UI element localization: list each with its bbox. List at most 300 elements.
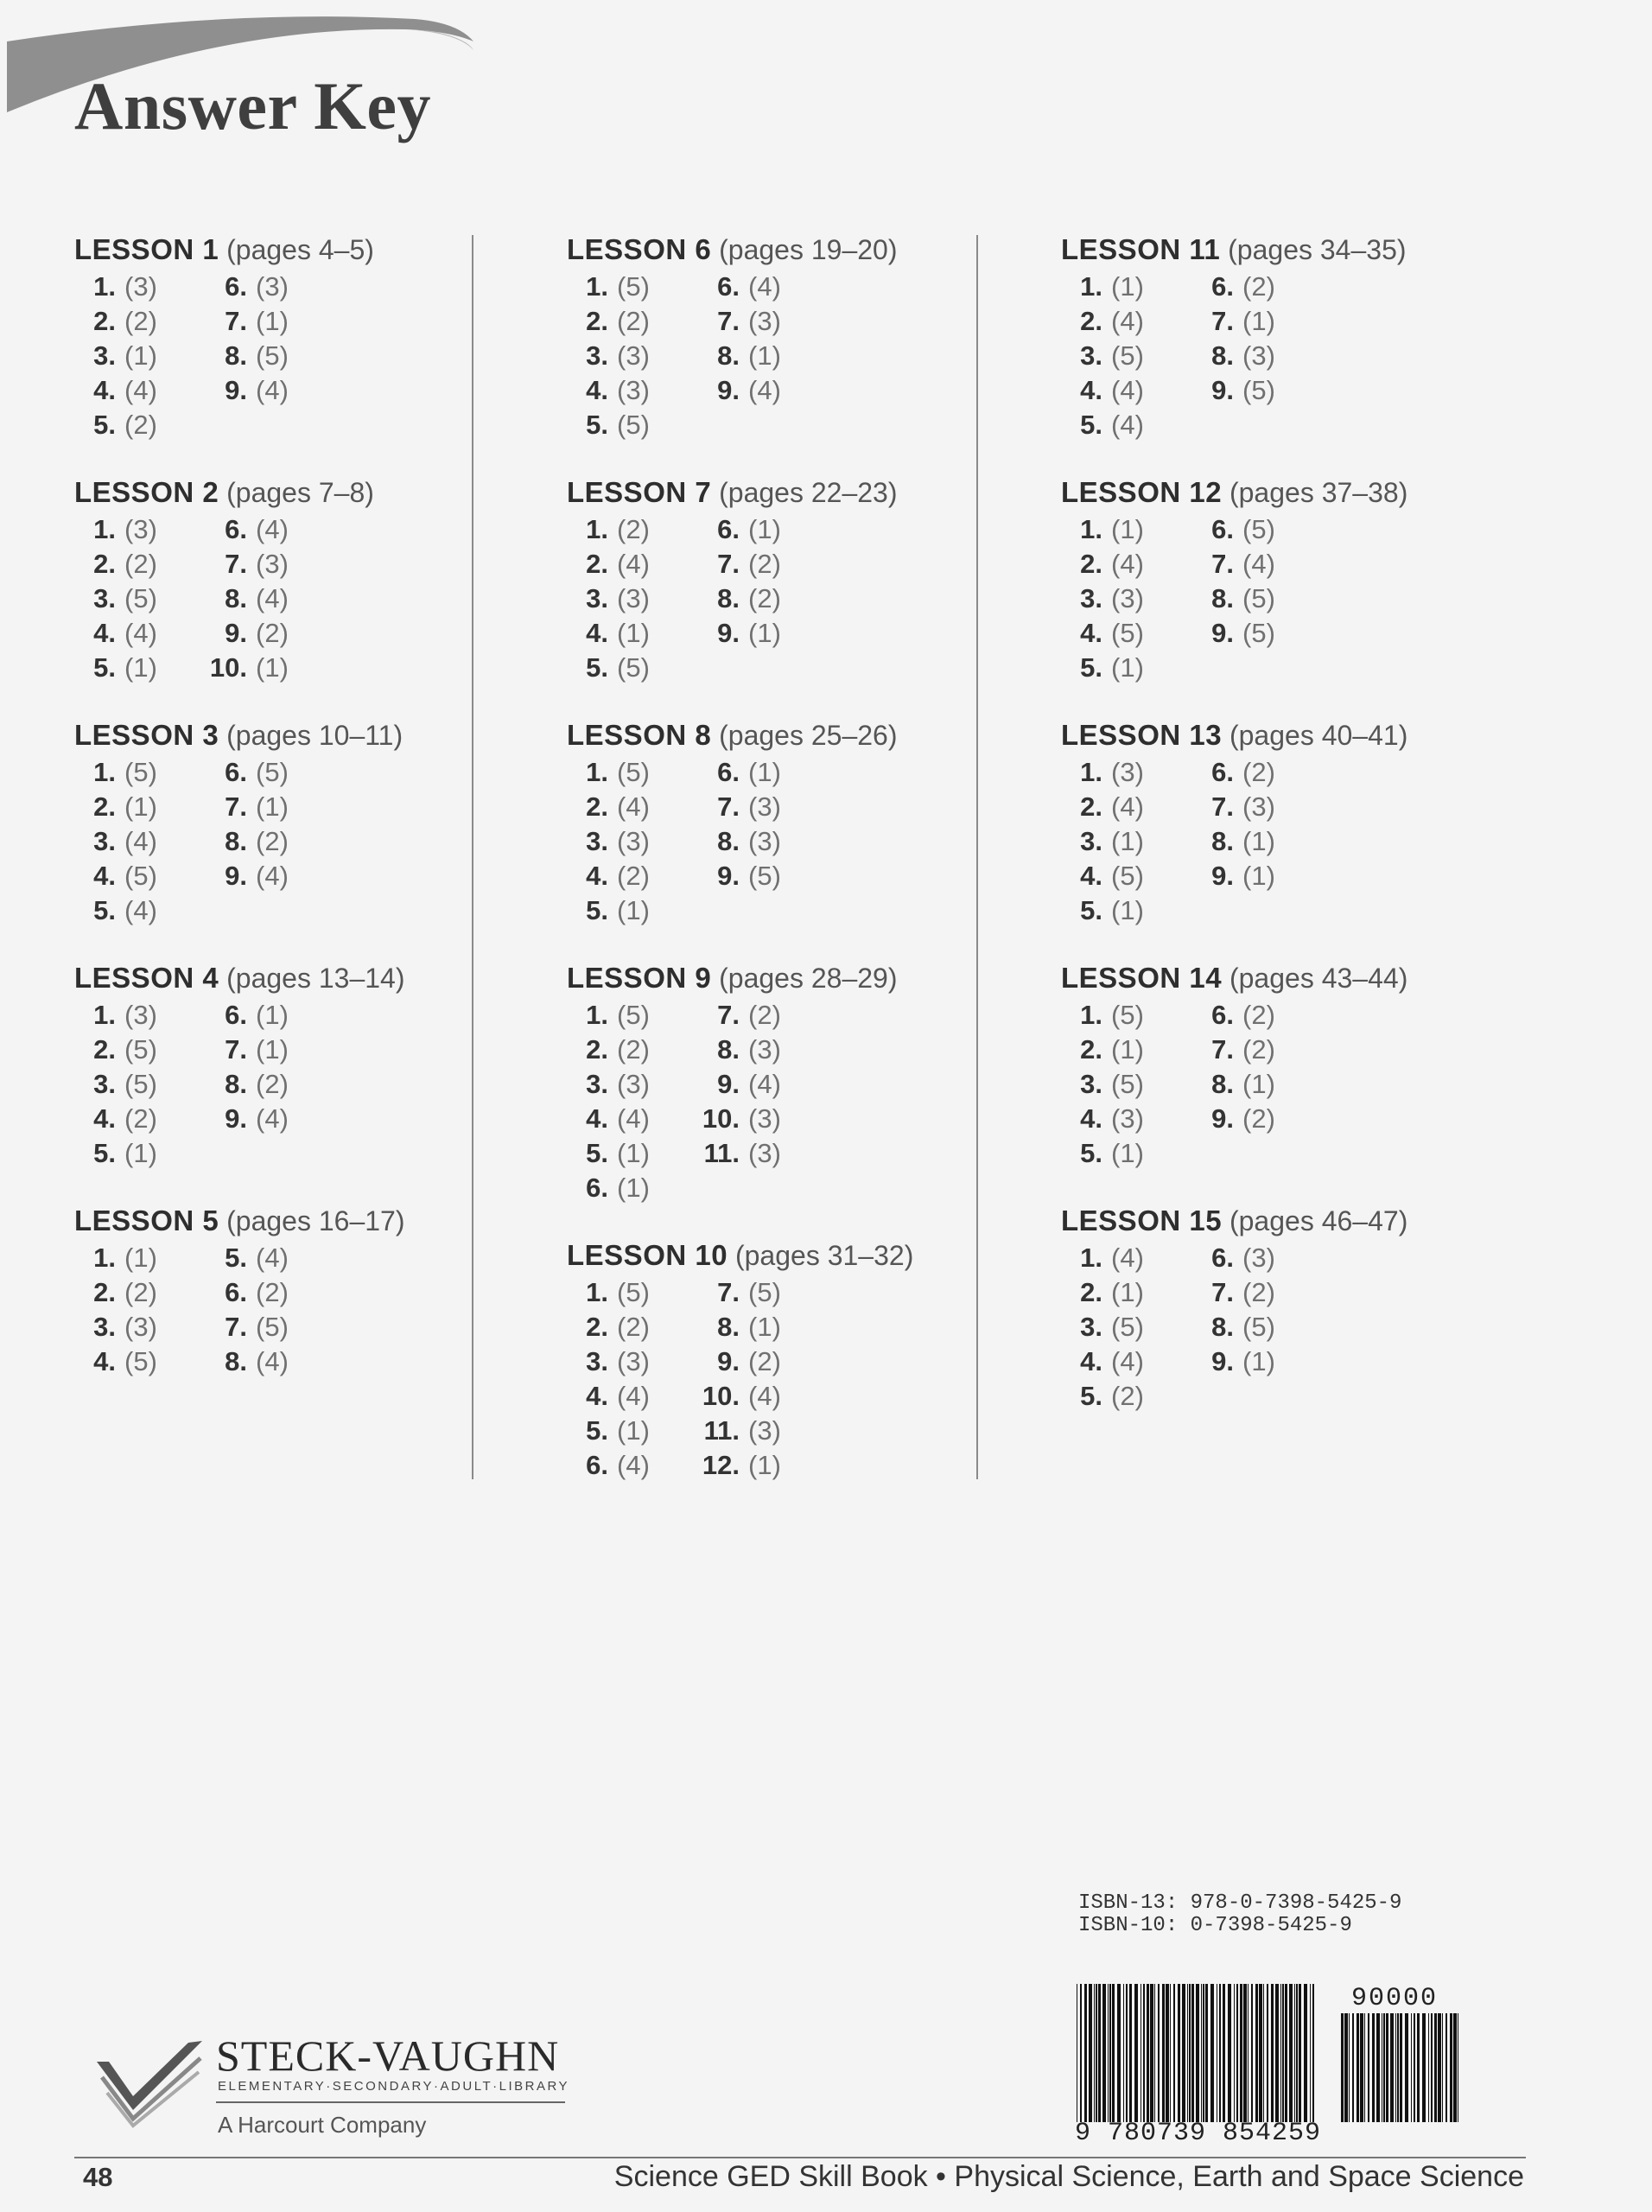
- answer-choice: (2): [1242, 271, 1275, 302]
- answer-choice: (4): [1111, 375, 1144, 405]
- answer-choice: (3): [124, 271, 157, 302]
- question-number: 4.: [93, 1346, 116, 1376]
- answer-choice: (5): [748, 1277, 781, 1307]
- answer-choice: (5): [124, 583, 157, 613]
- question-number: 6.: [225, 271, 247, 302]
- question-number: 2.: [93, 1034, 116, 1065]
- footer-rule: [74, 2157, 1526, 2158]
- answer-item: [567, 339, 650, 373]
- question-number: 3.: [586, 340, 608, 371]
- question-number: 1.: [93, 271, 116, 302]
- question-number: 9.: [717, 861, 740, 891]
- answer-choice: (1): [256, 791, 289, 822]
- lesson-heading: [1061, 232, 1510, 268]
- question-number: 6.: [586, 1450, 608, 1480]
- answer-choice: (1): [617, 1415, 650, 1446]
- answer-choice: (5): [124, 757, 157, 787]
- answer-choice: (5): [1242, 618, 1275, 648]
- question-number: 8.: [717, 826, 740, 856]
- answer-item: [206, 1275, 289, 1310]
- answer-item: [1061, 373, 1144, 408]
- answer-choice: (4): [1111, 791, 1144, 822]
- answer-choice: (1): [124, 652, 157, 683]
- question-number: 5.: [586, 1138, 608, 1168]
- lesson-heading: [567, 717, 1016, 753]
- answer-choice: (1): [124, 340, 157, 371]
- answer-item: [567, 304, 650, 339]
- answer-item: [206, 1067, 289, 1102]
- question-number: 6.: [1211, 1243, 1234, 1273]
- answer-choice: (2): [1242, 1034, 1275, 1065]
- barcode-digits: 9 780739 854259: [1075, 2119, 1322, 2148]
- lesson-heading: [567, 1237, 1016, 1274]
- question-number: 9.: [1211, 861, 1234, 891]
- answer-item: [74, 824, 157, 859]
- answer-item: [1061, 998, 1144, 1033]
- question-number: 3.: [93, 340, 116, 371]
- answer-item: [1061, 270, 1144, 304]
- question-number: 9.: [1211, 1103, 1234, 1134]
- question-number: 8.: [717, 1312, 740, 1342]
- lesson-pages: (pages 46–47): [1229, 1205, 1408, 1236]
- question-number: 7.: [1211, 791, 1234, 822]
- answer-choice: (2): [1242, 757, 1275, 787]
- question-number: 3.: [586, 826, 608, 856]
- answer-item: [1061, 893, 1144, 928]
- answer-item: [74, 998, 157, 1033]
- question-number: 4.: [93, 1103, 116, 1134]
- question-number: 2.: [1080, 1034, 1102, 1065]
- question-number: 4.: [1080, 1346, 1102, 1376]
- answer-item: [567, 408, 650, 442]
- question-number: 8.: [1211, 826, 1234, 856]
- lesson-heading: [1061, 960, 1510, 996]
- question-number: 10.: [209, 652, 247, 683]
- answer-choice: (4): [748, 1381, 781, 1411]
- lesson-block: [74, 960, 524, 1203]
- answer-item: [1192, 755, 1275, 790]
- answer-choice: (3): [617, 340, 650, 371]
- question-number: 9.: [225, 375, 247, 405]
- answer-item: [206, 859, 289, 893]
- answer-item: [567, 859, 650, 893]
- question-number: 4.: [586, 1381, 608, 1411]
- answer-item: [206, 824, 289, 859]
- lesson-pages: (pages 4–5): [226, 234, 374, 265]
- answer-choice: (2): [256, 1069, 289, 1099]
- column-divider: [976, 235, 978, 1479]
- answer-choice: (5): [256, 757, 289, 787]
- question-number: 1.: [93, 1000, 116, 1030]
- answer-choice: (5): [256, 1312, 289, 1342]
- answer-choice: (2): [1111, 1381, 1144, 1411]
- answer-item: [698, 1448, 781, 1483]
- question-number: 3.: [586, 583, 608, 613]
- answer-item: [1192, 304, 1275, 339]
- answer-item: [74, 755, 157, 790]
- question-number: 3.: [1080, 583, 1102, 613]
- answer-choice: (3): [1242, 1243, 1275, 1273]
- question-number: 3.: [1080, 340, 1102, 371]
- lesson-pages: (pages 43–44): [1229, 963, 1408, 994]
- answer-choice: (2): [124, 410, 157, 440]
- answer-choice: (1): [748, 618, 781, 648]
- lesson-column-3: [1061, 232, 1510, 1446]
- page-title: Answer Key: [74, 68, 432, 143]
- answer-choice: (5): [617, 271, 650, 302]
- answer-item: [567, 1171, 650, 1205]
- answer-item: [1061, 824, 1144, 859]
- question-number: 1.: [93, 757, 116, 787]
- question-number: 3.: [586, 1346, 608, 1376]
- lesson-block: [567, 232, 1016, 474]
- answer-choice: (1): [1242, 861, 1275, 891]
- lesson-pages: (pages 19–20): [719, 234, 898, 265]
- answer-item: [567, 373, 650, 408]
- answer-choice: (4): [617, 1381, 650, 1411]
- lesson-heading: [1061, 717, 1510, 753]
- answer-item: [206, 998, 289, 1033]
- answer-item: [567, 893, 650, 928]
- answer-choice: (5): [1242, 583, 1275, 613]
- answer-item: [567, 790, 650, 824]
- question-number: 1.: [586, 1277, 608, 1307]
- answer-choice: (2): [124, 1103, 157, 1134]
- answer-item: [1061, 616, 1144, 651]
- answer-item: [1061, 1241, 1144, 1275]
- question-number: 9.: [225, 861, 247, 891]
- question-number: 2.: [93, 549, 116, 579]
- answer-choice: (3): [617, 1069, 650, 1099]
- question-number: 1.: [586, 514, 608, 544]
- question-number: 1.: [1080, 1000, 1102, 1030]
- question-number: 7.: [717, 306, 740, 336]
- answer-choice: (5): [748, 861, 781, 891]
- question-number: 9.: [717, 375, 740, 405]
- answer-choice: (1): [1111, 652, 1144, 683]
- question-number: 9.: [225, 1103, 247, 1134]
- answer-choice: (4): [1242, 549, 1275, 579]
- answer-choice: (4): [748, 375, 781, 405]
- answer-item: [567, 651, 650, 685]
- answer-item: [74, 790, 157, 824]
- answer-choice: (2): [748, 1346, 781, 1376]
- answer-item: [698, 1067, 781, 1102]
- question-number: 7.: [717, 1000, 740, 1030]
- answer-choice: (1): [1111, 271, 1144, 302]
- question-number: 7.: [1211, 1034, 1234, 1065]
- lesson-name: LESSON 1: [74, 233, 219, 265]
- question-number: 9.: [225, 618, 247, 648]
- question-number: 9.: [717, 618, 740, 648]
- answer-choice: (5): [1111, 618, 1144, 648]
- lesson-block: [1061, 474, 1510, 717]
- answer-choice: (5): [124, 861, 157, 891]
- lesson-heading: [74, 1203, 524, 1239]
- answer-item: [1061, 1033, 1144, 1067]
- answer-choice: (5): [1242, 1312, 1275, 1342]
- lesson-block: [1061, 232, 1510, 474]
- answer-item: [206, 547, 289, 582]
- answer-choice: (1): [1111, 895, 1144, 925]
- lesson-pages: (pages 37–38): [1229, 477, 1408, 508]
- answer-item: [567, 1448, 650, 1483]
- answer-item: [567, 998, 650, 1033]
- question-number: 8.: [717, 340, 740, 371]
- question-number: 12.: [702, 1450, 740, 1480]
- answer-choice: (1): [748, 757, 781, 787]
- answer-choice: (2): [617, 306, 650, 336]
- answer-item: [206, 304, 289, 339]
- question-number: 7.: [1211, 306, 1234, 336]
- question-number: 2.: [586, 549, 608, 579]
- question-number: 5.: [586, 410, 608, 440]
- answer-item: [74, 1033, 157, 1067]
- lesson-pages: (pages 25–26): [719, 720, 898, 751]
- question-number: 4.: [586, 375, 608, 405]
- lesson-name: LESSON 15: [1061, 1205, 1223, 1236]
- answer-choice: (5): [617, 757, 650, 787]
- answer-choice: (2): [124, 549, 157, 579]
- question-number: 8.: [717, 1034, 740, 1065]
- answer-choice: (3): [124, 1000, 157, 1030]
- lesson-block: [567, 717, 1016, 960]
- answer-choice: (5): [1242, 375, 1275, 405]
- lesson-block: [567, 474, 1016, 717]
- answer-choice: (1): [617, 1138, 650, 1168]
- question-number: 4.: [1080, 375, 1102, 405]
- question-number: 11.: [703, 1138, 740, 1168]
- answer-choice: (4): [617, 549, 650, 579]
- answer-choice: (2): [124, 1277, 157, 1307]
- question-number: 3.: [586, 1069, 608, 1099]
- lesson-heading: [74, 232, 524, 268]
- answer-item: [1192, 339, 1275, 373]
- answer-item: [1192, 547, 1275, 582]
- answer-item: [1192, 582, 1275, 616]
- answer-choice: (1): [124, 1138, 157, 1168]
- answer-choice: (4): [1111, 1346, 1144, 1376]
- answer-item: [206, 755, 289, 790]
- lesson-pages: (pages 16–17): [226, 1205, 405, 1236]
- answer-item: [1192, 270, 1275, 304]
- answer-item: [74, 512, 157, 547]
- answer-choice: (2): [748, 1000, 781, 1030]
- question-number: 5.: [93, 895, 116, 925]
- answer-item: [206, 582, 289, 616]
- question-number: 4.: [586, 861, 608, 891]
- lesson-heading: [74, 960, 524, 996]
- answer-item: [1061, 1067, 1144, 1102]
- answer-item: [698, 512, 781, 547]
- question-number: 4.: [586, 1103, 608, 1134]
- question-number: 8.: [1211, 1069, 1234, 1099]
- question-number: 10.: [702, 1103, 740, 1134]
- answer-choice: (1): [748, 1312, 781, 1342]
- lesson-name: LESSON 8: [567, 719, 712, 751]
- question-number: 6.: [1211, 757, 1234, 787]
- lesson-name: LESSON 3: [74, 719, 219, 751]
- lesson-name: LESSON 14: [1061, 962, 1223, 994]
- answer-item: [698, 547, 781, 582]
- question-number: 2.: [1080, 549, 1102, 579]
- lesson-heading: [567, 960, 1016, 996]
- lesson-heading: [74, 474, 524, 511]
- answer-item: [567, 547, 650, 582]
- question-number: 3.: [93, 826, 116, 856]
- lesson-name: LESSON 5: [74, 1205, 219, 1236]
- answer-choice: (2): [617, 514, 650, 544]
- question-number: 4.: [586, 618, 608, 648]
- question-number: 2.: [586, 791, 608, 822]
- lesson-name: LESSON 7: [567, 476, 712, 508]
- answer-item: [1061, 1275, 1144, 1310]
- answer-choice: (4): [256, 1346, 289, 1376]
- answer-item: [698, 373, 781, 408]
- answer-choice: (1): [617, 618, 650, 648]
- answer-item: [1192, 616, 1275, 651]
- answer-item: [74, 304, 157, 339]
- question-number: 10.: [702, 1381, 740, 1411]
- answer-choice: (1): [1111, 1277, 1144, 1307]
- lesson-pages: (pages 7–8): [226, 477, 374, 508]
- lesson-block: [1061, 1203, 1510, 1446]
- answer-choice: (3): [748, 1415, 781, 1446]
- footer-book-title: Science GED Skill Book • Physical Science, Earth and Space Science: [613, 2160, 1524, 2193]
- publisher-tagline: ELEMENTARY·SECONDARY·ADULT·LIBRARY: [218, 2079, 570, 2094]
- question-number: 4.: [93, 861, 116, 891]
- answer-choice: (1): [1242, 306, 1275, 336]
- publisher-name: STECK-VAUGHN: [216, 2031, 560, 2080]
- answer-item: [698, 1275, 781, 1310]
- lesson-heading: [1061, 1203, 1510, 1239]
- answer-choice: (2): [748, 549, 781, 579]
- answer-item: [1192, 1275, 1275, 1310]
- answer-choice: (5): [617, 1277, 650, 1307]
- answer-choice: (2): [617, 1312, 650, 1342]
- question-number: 1.: [1080, 757, 1102, 787]
- lesson-pages: (pages 31–32): [734, 1240, 914, 1271]
- question-number: 7.: [225, 791, 247, 822]
- lesson-heading: [74, 717, 524, 753]
- question-number: 8.: [225, 1346, 247, 1376]
- question-number: 7.: [225, 549, 247, 579]
- answer-item: [1192, 790, 1275, 824]
- question-number: 6.: [225, 1277, 247, 1307]
- barcode: [1075, 1984, 1464, 2148]
- answer-item: [206, 651, 289, 685]
- answer-item: [74, 1136, 157, 1171]
- answer-choice: (3): [124, 1312, 157, 1342]
- answer-choice: (4): [1111, 549, 1144, 579]
- answer-choice: (4): [748, 1069, 781, 1099]
- answer-choice: (4): [256, 583, 289, 613]
- answer-item: [1192, 1067, 1275, 1102]
- publisher-subtitle: A Harcourt Company: [218, 2112, 427, 2138]
- question-number: 2.: [93, 791, 116, 822]
- question-number: 5.: [586, 652, 608, 683]
- answer-choice: (5): [124, 1346, 157, 1376]
- check-mark-icon: [93, 2036, 206, 2131]
- question-number: 2.: [93, 306, 116, 336]
- question-number: 11.: [703, 1415, 740, 1446]
- answer-choice: (3): [748, 791, 781, 822]
- question-number: 7.: [717, 1277, 740, 1307]
- answer-choice: (1): [1111, 826, 1144, 856]
- answer-item: [1192, 1241, 1275, 1275]
- answer-item: [206, 790, 289, 824]
- answer-choice: (1): [256, 652, 289, 683]
- answer-choice: (5): [1111, 1312, 1144, 1342]
- lesson-column-1: [74, 232, 524, 1446]
- answer-choice: (3): [748, 826, 781, 856]
- question-number: 7.: [717, 791, 740, 822]
- answer-item: [74, 1102, 157, 1136]
- lesson-column-2: [567, 232, 1016, 1480]
- answer-item: [1192, 824, 1275, 859]
- answer-item: [698, 1310, 781, 1344]
- answer-item: [567, 1344, 650, 1379]
- question-number: 9.: [1211, 375, 1234, 405]
- lesson-name: LESSON 11: [1061, 233, 1221, 265]
- answer-choice: (5): [124, 1034, 157, 1065]
- question-number: 7.: [225, 1312, 247, 1342]
- answer-choice: (4): [256, 1103, 289, 1134]
- answer-item: [567, 1379, 650, 1414]
- lesson-heading: [567, 232, 1016, 268]
- isbn-13: ISBN-13: 978-0-7398-5425-9: [1078, 1891, 1402, 1915]
- answer-item: [567, 1310, 650, 1344]
- answer-item: [74, 582, 157, 616]
- answer-item: [74, 859, 157, 893]
- answer-item: [567, 616, 650, 651]
- answer-choice: (1): [617, 895, 650, 925]
- answer-choice: (3): [748, 1103, 781, 1134]
- question-number: 8.: [225, 583, 247, 613]
- answer-item: [206, 339, 289, 373]
- question-number: 2.: [1080, 791, 1102, 822]
- answer-item: [206, 373, 289, 408]
- isbn-block: [1078, 1892, 1401, 1937]
- lesson-name: LESSON 13: [1061, 719, 1223, 751]
- lesson-pages: (pages 13–14): [226, 963, 405, 994]
- answer-choice: (5): [1111, 340, 1144, 371]
- answer-choice: (3): [1111, 1103, 1144, 1134]
- answer-choice: (1): [256, 1000, 289, 1030]
- answer-item: [1192, 373, 1275, 408]
- answer-item: [74, 616, 157, 651]
- question-number: 4.: [93, 618, 116, 648]
- answer-choice: (2): [1242, 1000, 1275, 1030]
- question-number: 2.: [586, 1312, 608, 1342]
- question-number: 6.: [1211, 1000, 1234, 1030]
- answer-choice: (2): [617, 861, 650, 891]
- answer-item: [1061, 582, 1144, 616]
- barcode-main-bars: [1075, 1984, 1317, 2122]
- isbn-10: ISBN-10: 0-7398-5425-9: [1078, 1914, 1352, 1937]
- answer-item: [74, 651, 157, 685]
- lesson-name: LESSON 4: [74, 962, 219, 994]
- answer-choice: (1): [1111, 514, 1144, 544]
- answer-item: [567, 1275, 650, 1310]
- answer-choice: (4): [617, 791, 650, 822]
- answer-choice: (3): [256, 271, 289, 302]
- question-number: 7.: [717, 549, 740, 579]
- question-number: 9.: [1211, 1346, 1234, 1376]
- answer-choice: (1): [748, 1450, 781, 1480]
- answer-choice: (1): [256, 306, 289, 336]
- answer-choice: (5): [124, 1069, 157, 1099]
